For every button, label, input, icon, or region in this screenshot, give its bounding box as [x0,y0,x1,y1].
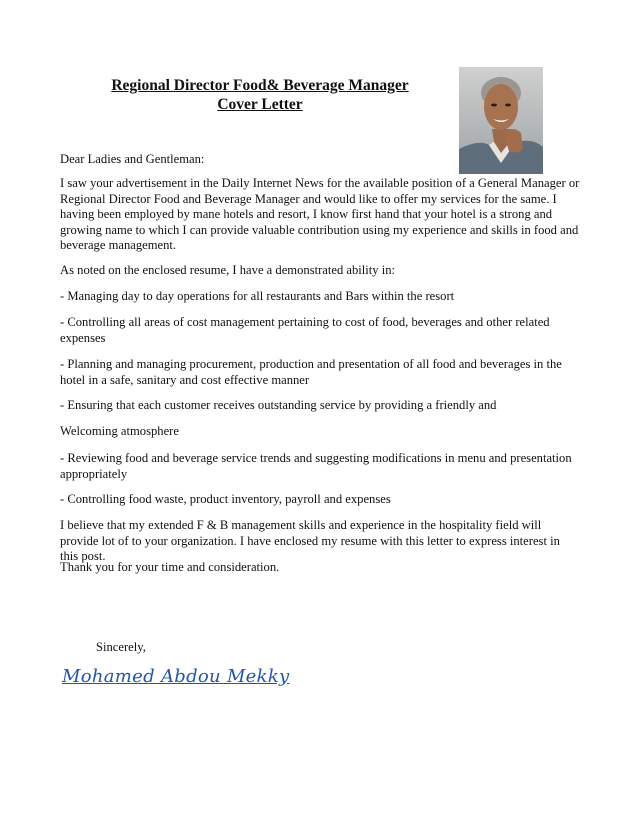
list-item: - Controlling food waste, product inventory, payroll and expenses [60,492,391,506]
list-item: - Reviewing food and beverage service trends and suggesting modifications in menu and presentation appropriately [60,451,572,481]
document-title: Regional Director Food& Beverage Manager [111,77,409,94]
list-item: - Planning and managing procurement, production and presentation of all food and beverages in the hotel in a safe, sanitary and cost effective manner [60,357,562,387]
salutation: Dear Ladies and Gentleman: [60,152,205,166]
thanks-line: Thank you for your time and consideration. [60,560,280,574]
list-item: - Managing day to day operations for all restaurants and Bars within the resort [60,289,455,303]
sincerely-line: Sincerely, [96,640,146,654]
list-item: - Ensuring that each customer receives outstanding service by providing a friendly and [60,398,497,412]
list-item-continuation: Welcoming atmosphere [60,424,179,438]
list-item: - Controlling all areas of cost management pertaining to cost of food, beverages and other related expenses [60,315,550,345]
document-subtitle: Cover Letter [217,96,303,113]
intro-paragraph: I saw your advertisement in the Daily Internet News for the available position of a General Manager or Regional Director Food and Beverage Manager and would like to offer my services for the same. I having been employed by mane hotels and resort, I know first hand that your hotel is a strong and growing name to which I can provide valuable contribution using my experience and skills in food and beverage management. [60,176,580,253]
noted-paragraph: As noted on the enclosed resume, I have a demonstrated ability in: [60,263,396,277]
signature: Mohamed Abdou Mekky [62,666,290,687]
closing-paragraph: I believe that my extended F & B management skills and experience in the hospitality field will provide lot of to your organization. I have enclosed my resume with this letter to express interest in this post. [60,518,560,564]
